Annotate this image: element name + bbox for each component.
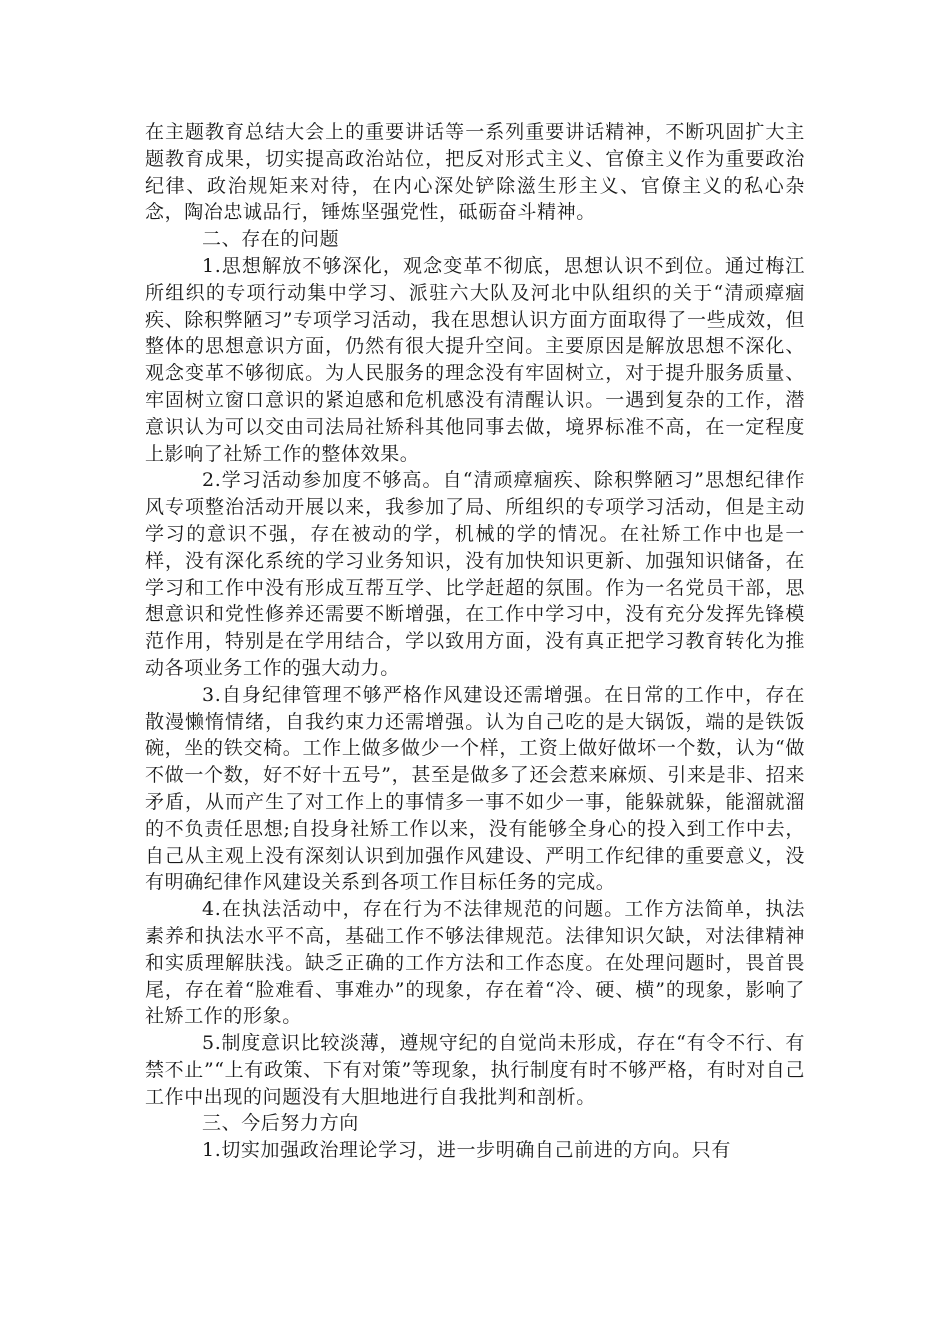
paragraph-problem-4: 4.在执法活动中，存在行为不法律规范的问题。工作方法简单，执法素养和执法水平不高，基础工作不够法律规范。法律知识欠缺，对法律精神和实质理解肤浅。缺乏正确的工作方法和工作态度。在处理问题时，畏首畏尾，存在着“脸难看、事难办”的现象，存在着“冷、硬、横”的现象，影响了社矫工作的形象。	[145, 898, 805, 1028]
document-body	[145, 119, 805, 1164]
paragraph-problem-1: 1.思想解放不够深化，观念变革不彻底，思想认识不到位。通过梅江所组织的专项行动集中学习、派驻六大队及河北中队组织的关于“清顽瘴痼疾、除积弊陋习”专项学习活动，我在思想认识方面方面取得了一些成效，但整体的思想意识方面，仍然有很大提升空间。主要原因是解放思想不深化、观念变革不够彻底。为人民服务的理念没有牢固树立，对于提升服务质量、牢固树立窗口意识的紧迫感和危机感没有清醒认识。一遇到复杂的工作，潜意识认为可以交由司法局社矫科其他同事去做，境界标准不高，在一定程度上影响了社矫工作的整体效果。	[145, 254, 805, 465]
paragraph-problem-5: 5.制度意识比较淡薄，遵规守纪的自觉尚未形成，存在“有令不行、有禁不止”“上有政策、下有对策”等现象，执行制度有时不够严格，有时对自己工作中出现的问题没有大胆地进行自我批判和剖析。	[145, 1032, 805, 1108]
paragraph-problem-2: 2.学习活动参加度不够高。自“清顽瘴痼疾、除积弊陋习”思想纪律作风专项整治活动开展以来，我参加了局、所组织的专项学习活动，但是主动学习的意识不强，存在被动的学，机械的学的情况。在社矫工作中也是一样，没有深化系统的学习业务知识，没有加快知识更新、加强知识储备，在学习和工作中没有形成互帮互学、比学赶超的氛围。作为一名党员干部，思想意识和党性修养还需要不断增强，在工作中学习中，没有充分发挥先锋模范作用，特别是在学用结合，学以致用方面，没有真正把学习教育转化为推动各项业务工作的强大动力。	[145, 469, 805, 679]
paragraph-direction-1: 1.切实加强政治理论学习，进一步明确自己前进的方向。只有	[202, 1139, 731, 1162]
paragraph-intro: 在主题教育总结大会上的重要讲话等一系列重要讲话精神，不断巩固扩大主题教育成果，切实提高政治站位，把反对形式主义、官僚主义作为重要政治纪律、政治规矩来对待，在内心深处铲除滋生形主义、官僚主义的私心杂念，陶冶忠诚品行，锤炼坚强党性，砥砺奋斗精神。	[145, 121, 805, 224]
section-heading-problems: 二、存在的问题	[202, 228, 340, 251]
paragraph-problem-3: 3.自身纪律管理不够严格作风建设还需增强。在日常的工作中，存在散漫懒惰情绪，自我约束力还需增强。认为自己吃的是大锅饭，端的是铁饭碗，坐的铁交椅。工作上做多做少一个样，工资上做好做坏一个数，认为“做不做一个数，好不好十五号”，甚至是做多了还会惹来麻烦、引来是非、招来矛盾，从而产生了对工作上的事情多一事不如少一事，能躲就躲，能溜就溜的不负责任思想;自投身社矫工作以来，没有能够全身心的投入到工作中去，自己从主观上没有深刻认识到加强作风建设、严明工作纪律的重要意义，没有明确纪律作风建设关系到各项工作目标任务的完成。	[145, 683, 805, 894]
section-heading-direction: 三、今后努力方向	[202, 1112, 359, 1135]
